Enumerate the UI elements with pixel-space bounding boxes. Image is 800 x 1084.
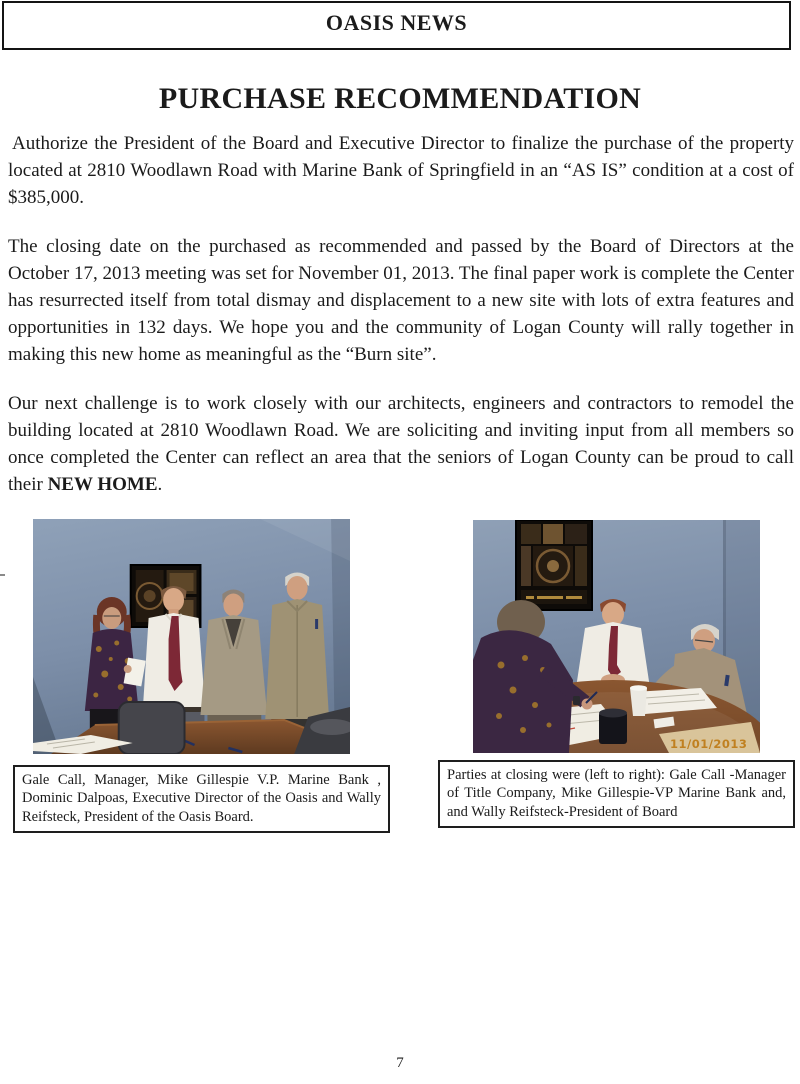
paragraph-purchase: Authorize the President of the Board and Executive Director to finalize the purchase of the property located at 2810 Woodlawn Road with Marine Bank of Springfield in an “AS IS” condition at a cost of $385,000. <box>8 133 794 208</box>
wall-artwork <box>516 520 592 610</box>
new-home-bold-text: NEW HOME <box>47 474 158 495</box>
photo-left <box>33 519 350 754</box>
caption-right: Parties at closing were (left to right): Gale Call -Manager of Title Company, Mike Gillespie-VP Marine Bank and, and Wally Reifsteck-President of Board <box>438 760 795 828</box>
article-body <box>8 130 794 520</box>
paragraph-closing-date: The closing date on the purchased as recommended and passed by the Board of Directors at the October 17, 2013 meeting was set for November 01, 2013. The final paper work is complete the Center has resurrected itself from total dismay and displacement to a new site with lots of extra features and opportunities in 132 days. We hope you and the community of Logan County will rally together in making this new home as meaningful as the “Burn site”. <box>8 236 794 365</box>
article-title: PURCHASE RECOMMENDATION <box>158 82 642 115</box>
paragraph-next-challenge <box>8 390 794 498</box>
paragraph-next-challenge-end: . <box>157 474 163 495</box>
page-number: 7 <box>396 1055 404 1071</box>
caption-left: Gale Call, Manager, Mike Gillespie V.P. Marine Bank , Dominic Dalpoas, Executive Director of the Oasis and Wally Reifsteck, President of the Oasis Board. <box>13 765 390 833</box>
masthead-title: OASIS NEWS <box>325 10 468 35</box>
photo-left-illustration <box>33 519 350 754</box>
date-stamp: 11/01/2013 <box>670 737 748 751</box>
masthead-box <box>2 1 791 50</box>
photo-right-illustration <box>473 520 760 753</box>
stray-print-artifact <box>0 574 5 576</box>
photo-right <box>473 520 760 753</box>
paragraph-next-challenge-text: Our next challenge is to work closely with our architects, engineers and contractors to remodel the building located at 2810 Woodlawn Road. We are soliciting and inviting input from all members so once completed the Center can reflect an area that the seniors of Logan County can be proud to call their <box>8 393 794 495</box>
